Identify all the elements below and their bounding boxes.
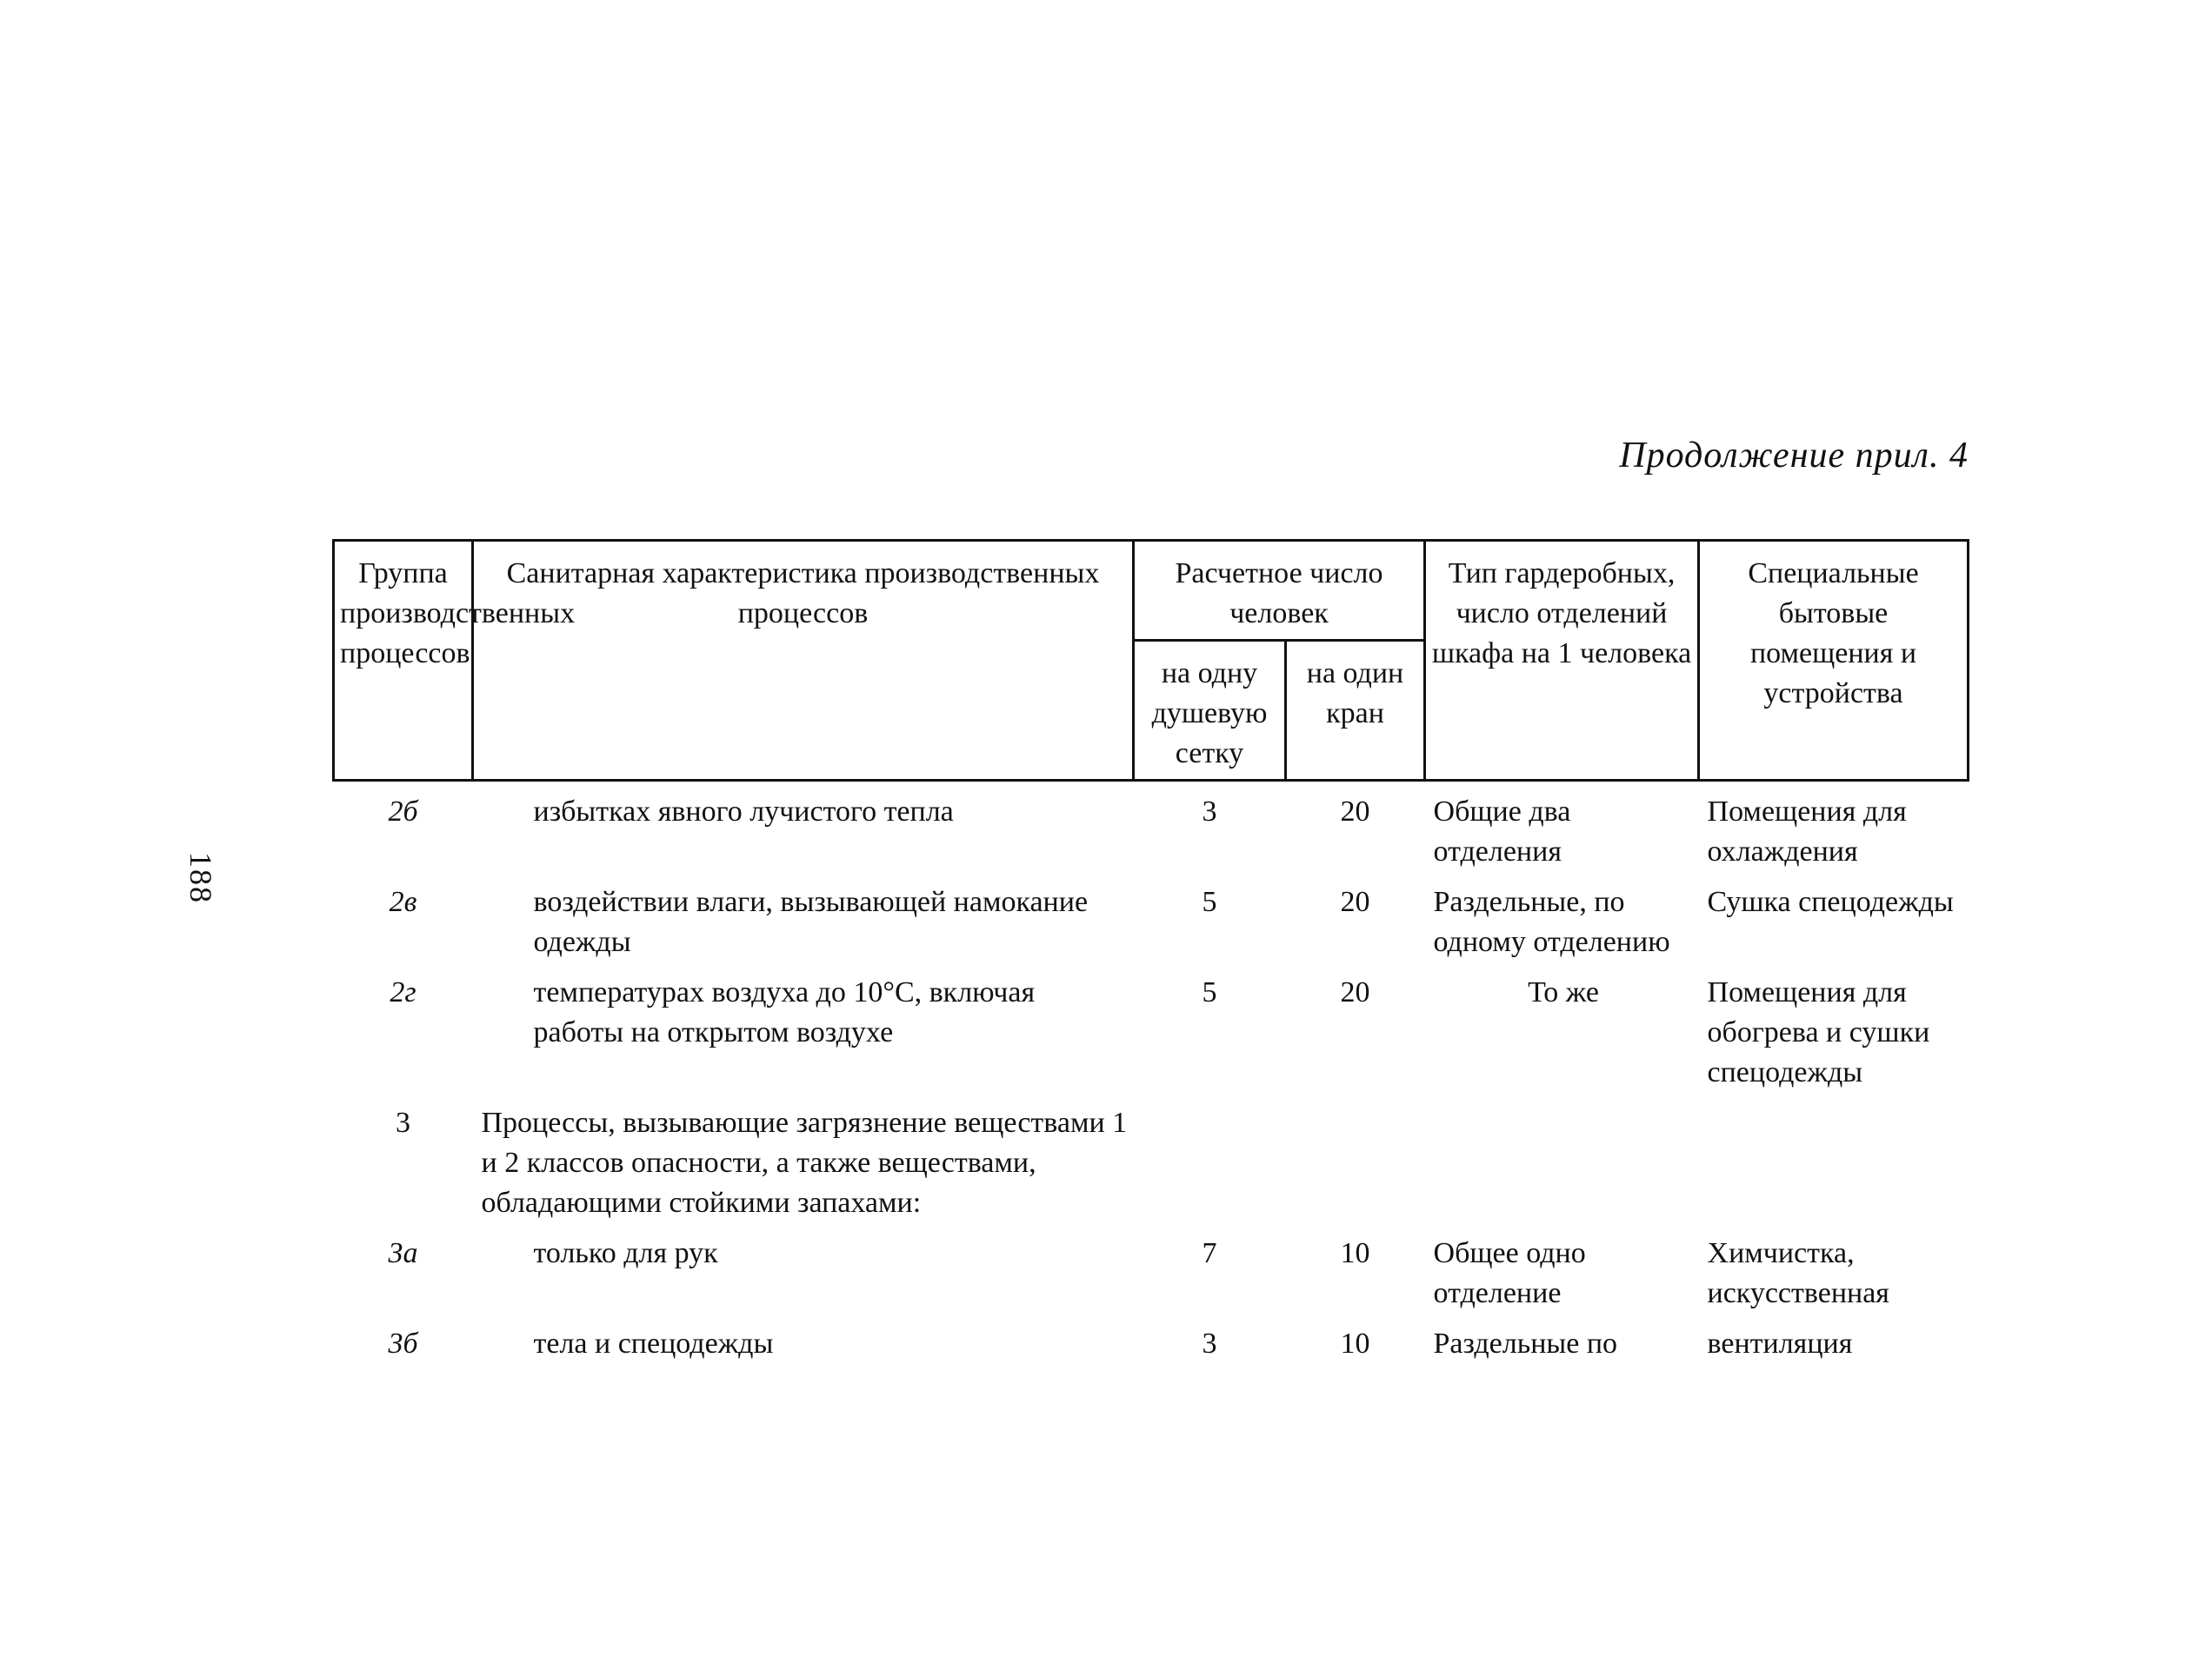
- table-row: [334, 962, 1969, 1093]
- special-cell: Химчистка, искусственная: [1707, 1237, 1889, 1309]
- wardrobe-cell: Раздельные по: [1433, 1328, 1618, 1360]
- tap-cell: 20: [1340, 886, 1370, 918]
- table-row: [334, 1093, 1969, 1223]
- shower-cell: 5: [1202, 976, 1217, 1008]
- header-per-shower: на одну душевую сетку: [1134, 641, 1286, 781]
- group-cell: 3б: [388, 1328, 418, 1360]
- tap-cell: 20: [1340, 795, 1370, 828]
- group-cell: 2в: [389, 886, 417, 918]
- description-cell: Процессы, вызывающие загрязнение веществами 1 и 2 классов опасности, а также веществами, обладающими стойкими запахами:: [481, 1107, 1128, 1219]
- wardrobe-cell: То же: [1528, 976, 1599, 1008]
- group-cell: 2г: [390, 976, 416, 1008]
- special-cell: Сушка спецодежды: [1707, 886, 1954, 918]
- header-per-tap: на один кран: [1286, 641, 1425, 781]
- description-cell: температурах воздуха до 10°С, включая работы на открытом воздухе: [533, 976, 1036, 1048]
- shower-cell: 7: [1202, 1237, 1217, 1269]
- description-cell: тела и спецодежды: [533, 1328, 774, 1360]
- appendix-heading: Продолжение прил. 4: [1619, 436, 1969, 476]
- shower-cell: 3: [1202, 795, 1217, 828]
- wardrobe-cell: Общие два отделения: [1433, 795, 1571, 868]
- shower-cell: [1134, 1093, 1286, 1223]
- group-cell: 2б: [388, 795, 418, 828]
- tap-cell: [1286, 1093, 1425, 1223]
- special-cell: Помещения для обогрева и сушки спецодежды: [1707, 976, 1930, 1088]
- header-characteristic: Санитарная характеристика производственных процессов: [473, 541, 1134, 781]
- tap-cell: 10: [1340, 1328, 1370, 1360]
- header-wardrobe: Тип гардеробных, число отделений шкафа на 1 человека: [1425, 541, 1699, 781]
- table-row: [334, 781, 1969, 873]
- page-number: 188: [183, 852, 218, 904]
- special-cell: вентиляция: [1707, 1328, 1853, 1360]
- tap-cell: 20: [1340, 976, 1370, 1008]
- header-special: Специальные бытовые помещения и устройства: [1699, 541, 1969, 781]
- special-cell: [1699, 1093, 1969, 1223]
- special-cell: Помещения для охлаждения: [1707, 795, 1907, 868]
- wardrobe-cell: [1425, 1093, 1699, 1223]
- wardrobe-cell: Раздельные, по одному отделению: [1433, 886, 1670, 958]
- description-cell: только для рук: [533, 1237, 718, 1269]
- description-cell: воздействии влаги, вызывающей намокание одежды: [533, 886, 1089, 958]
- table-row: [334, 1314, 1969, 1364]
- tap-cell: 10: [1340, 1237, 1370, 1269]
- description-cell: избытках явного лучистого тепла: [533, 795, 954, 828]
- header-group: Группа производственных процессов: [334, 541, 473, 781]
- header-calc-people: Расчетное число человек: [1134, 541, 1425, 641]
- table-row: [334, 872, 1969, 962]
- wardrobe-cell: Общее одно отделение: [1433, 1237, 1586, 1309]
- table-row: [334, 1223, 1969, 1314]
- group-cell: 3а: [388, 1237, 418, 1269]
- shower-cell: 5: [1202, 886, 1217, 918]
- sanitary-table: [332, 539, 1969, 1364]
- shower-cell: 3: [1202, 1328, 1217, 1360]
- group-cell: 3: [396, 1107, 410, 1139]
